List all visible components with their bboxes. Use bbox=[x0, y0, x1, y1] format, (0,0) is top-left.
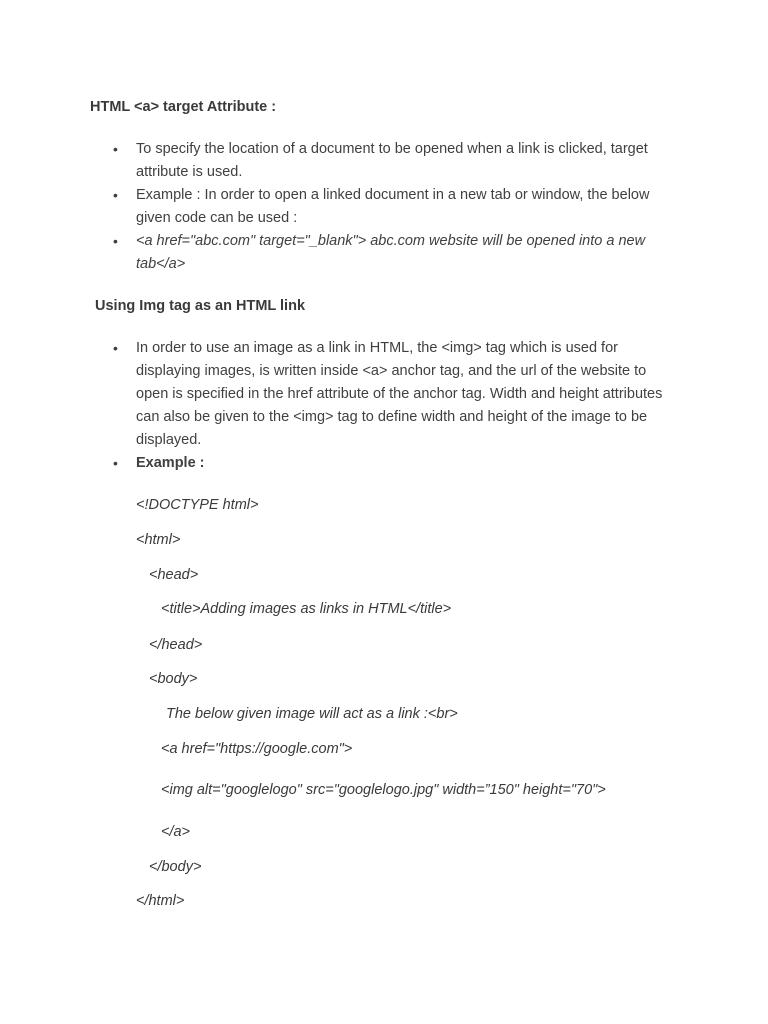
bullet-icon: • bbox=[113, 187, 118, 203]
list-item-text: In order to use an image as a link in HTML, the <img> tag which is used for displaying images, is written inside <a> anchor tag, and the url of the website to open is specified in the href attribute of the anchor tag. Width and height attributes can also be given to the <img> tag to define width and height of the image to be displayed. bbox=[136, 340, 663, 448]
list-item bbox=[113, 138, 681, 184]
section-heading-img-link: Using Img tag as an HTML link bbox=[95, 298, 306, 314]
section-heading-target-attribute: HTML <a> target Attribute : bbox=[90, 99, 277, 115]
code-line: <img alt="googlelogo" src="googlelogo.jpg" width=”150" height="70"> bbox=[161, 782, 606, 798]
code-example-text: <a href="abc.com" target="_blank"> abc.com website will be opened into a new tab</a> bbox=[136, 233, 646, 272]
code-line: </head> bbox=[149, 637, 203, 653]
bullet-icon: • bbox=[113, 340, 118, 356]
code-line: <head> bbox=[149, 567, 199, 583]
list-item bbox=[113, 184, 681, 230]
code-line: </html> bbox=[136, 893, 185, 909]
list-item-text: Example : In order to open a linked document in a new tab or window, the below given code can be used : bbox=[136, 187, 650, 226]
example-label: Example : bbox=[136, 455, 205, 471]
img-link-bullet-list bbox=[113, 337, 681, 475]
target-attribute-bullet-list bbox=[113, 138, 681, 276]
bullet-icon: • bbox=[113, 141, 118, 157]
code-line: <title>Adding images as links in HTML</title> bbox=[161, 601, 452, 617]
bullet-icon: • bbox=[113, 233, 118, 249]
bullet-icon: • bbox=[113, 455, 118, 471]
code-line: </a> bbox=[161, 824, 191, 840]
code-line: <a href="https://google.com"> bbox=[161, 741, 353, 757]
list-item bbox=[113, 230, 681, 276]
code-line: <!DOCTYPE html> bbox=[136, 497, 259, 513]
code-line: <html> bbox=[136, 532, 181, 548]
code-line: </body> bbox=[149, 859, 202, 875]
list-item bbox=[113, 337, 681, 452]
code-line: <body> bbox=[149, 671, 198, 687]
code-line: The below given image will act as a link :<br> bbox=[166, 706, 458, 722]
list-item bbox=[113, 452, 681, 475]
list-item-text: To specify the location of a document to be opened when a link is clicked, target attribute is used. bbox=[136, 141, 648, 180]
